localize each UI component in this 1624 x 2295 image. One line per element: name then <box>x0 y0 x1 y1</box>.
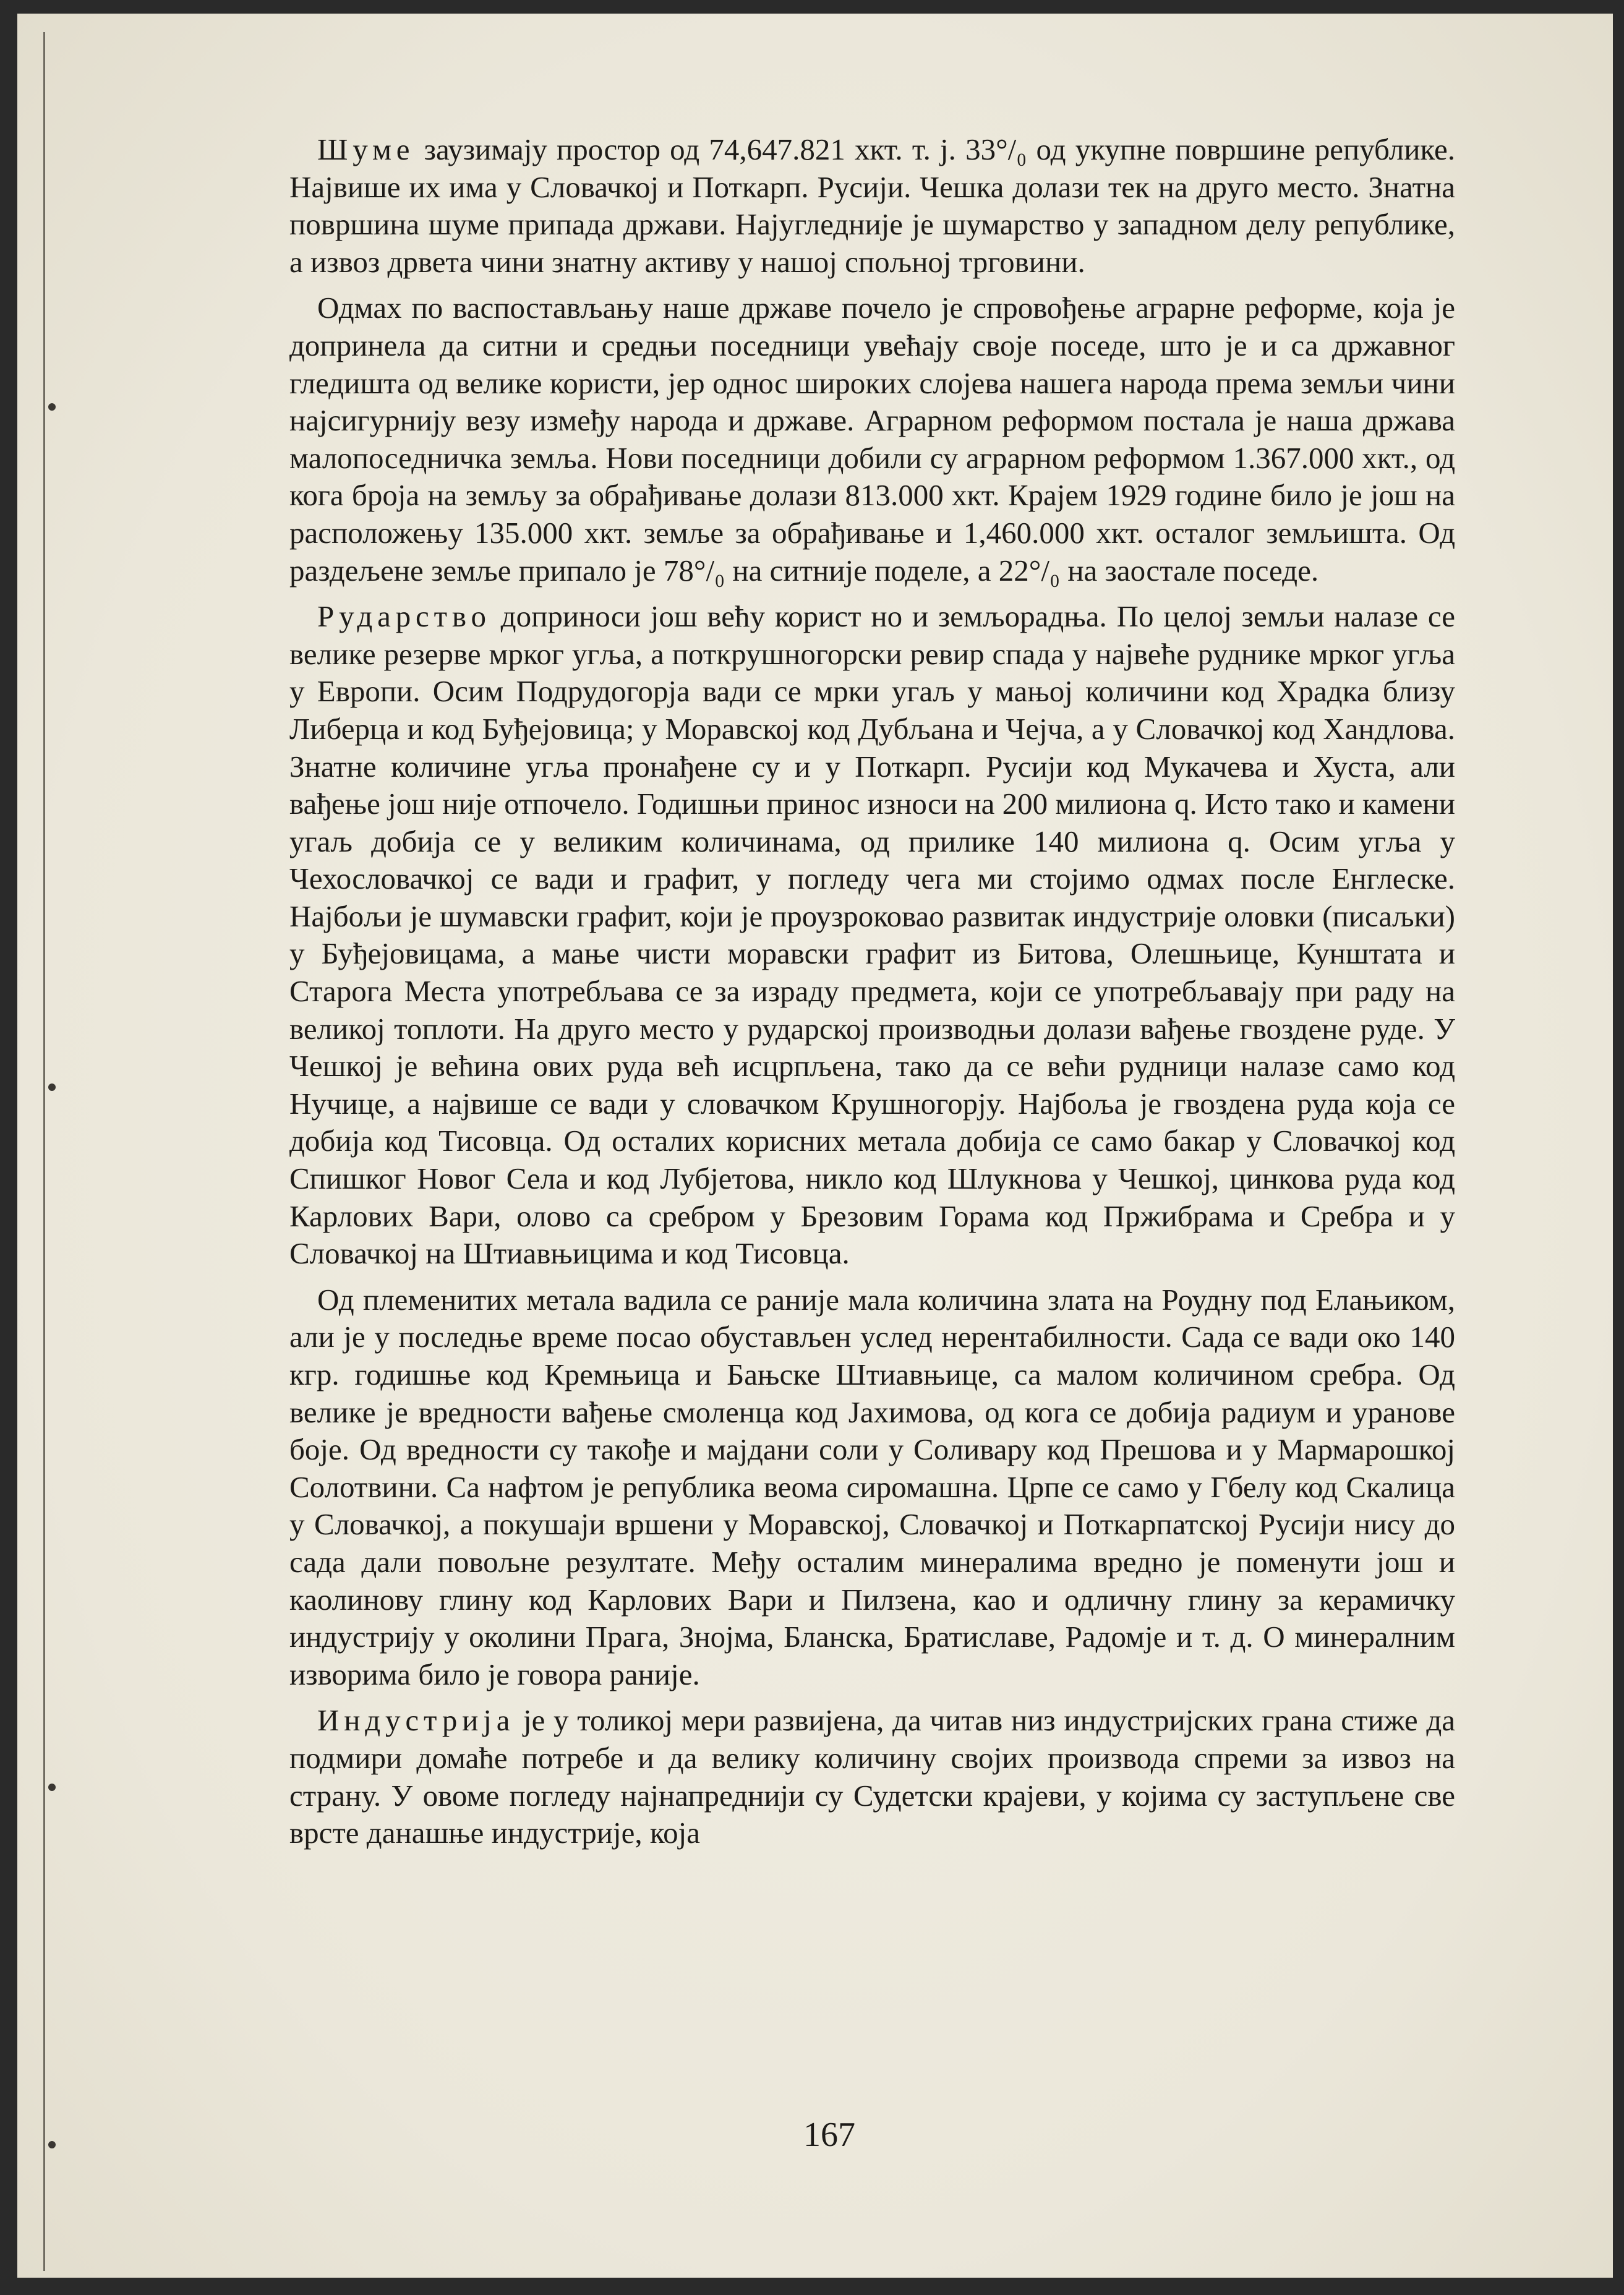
paragraph-lead-word: Рударство <box>317 599 491 634</box>
binding-edge <box>43 32 45 2271</box>
page-paper <box>17 14 1613 2278</box>
paragraph-industry <box>289 1702 1455 1852</box>
binding-hole-1 <box>48 403 56 411</box>
paragraph-text: заузимају простор од 74,647.821 хкт. т. ј. 33°/₀ од укупне површине републике. Највише их има у Словачкој и Поткарп. Русији. Чешка долази тек на друго место. Знатна површина шуме припада држави. Најугледније је шумарство у западном делу републике, а извоз дрвета чини знатну активу у нашој спољној трговини. <box>289 132 1455 279</box>
paragraph-agrarian-reform <box>289 289 1455 589</box>
binding-hole-3 <box>48 1784 56 1791</box>
paragraph-text: је у толикој мери развијена, да читав низ индустријских грана стиже да подмири домаће потребе и да велику количину својих производа спреми за извоз на страну. У овоме погледу најнапреднији су Судетски крајеви, у којима су заступљене све врсте данашње индустрије, која <box>289 1703 1455 1850</box>
paragraph-text: Од племенитих метала вадила се раније мала количина злата на Роудну под Елањиком, али је у последње време посао обустављен услед нерентабилности. Сада се вади око 140 кгр. годишње код Кремњица и Бањске Штиавњице, са малом количином сребра. Од велике је вредности вађење смоленца код Јахимова, од кога се добија радиум и уранове боје. Од вредности су такође и мајдани соли у Соливару код Прешова и у Мармарошкој Солотвини. Са нафтом је република веома сиромашна. Црпе се само у Гбелу код Скалица у Словачкој, а покушаји вршени у Моравској, Словачкој и Поткарпатској Русији нису до сада дали повољне резултате. Међу осталим минералима вредно је поменути још и каолинову глину код Карлових Вари и Пилзена, као и одличну глину за керамичку индустрију у околини Прага, Знојма, Бланска, Братиславе, Радомје и т. д. О минералним изворима било је говора раније. <box>289 1282 1455 1691</box>
paragraph-text: доприноси још већу корист но и земљорадња. По целој земљи налазе се велике резерве мрког угља, а поткрушногорски ревир спада у највеће руднике мрког угља у Европи. Осим Подрудогорја вади се мрки угаљ у мањој количини код Храдка близу Либерца и код Буђејовица; у Моравској код Дубљана и Чејча, а у Словачкој код Хандлова. Знатне количине угља пронађене су и у Поткарп. Русији код Мукачева и Хуста, али вађење још није отпочело. Годишњи принос износи на 200 милиона q. Исто тако и камени угаљ добија се у великим количинама, од прилике 140 милиона q. Осим угља у Чехословачкој се вади и графит, у погледу чега ми стојимо одмах после Енглеске. Најбољи је шумавски графит, који је проузроковао развитак индустрије оловки (писаљки) у Буђејовицама, а мање чисти моравски графит из Битова, Олешњице, Кунштата и Старога Места употребљава се за израду предмета, који се употребљавају при раду на великој топлоти. На друго место у рударској производњи долази вађење гвоздене руде. У Чешкој је већина ових руда већ исцрпљена, тако да се већи рудници налазе само код Нучице, а највише се вади у словачком Крушногорју. Најбоља је гвоздена руда која се добија код Тисовца. Од осталих корисних метала добија се само бакар у Словачкој код Спишког Новог Села и код Лубјетова, никло код Шлукнова у Чешкој, цинкова руда код Карлових Вари, олово са сребром у Брезовим Горама код Пржибрама и Сребра и у Словачкој на Штиавњицима и код Тисовца. <box>289 599 1455 1271</box>
paragraph-precious-metals <box>289 1281 1455 1694</box>
paragraph-text: Одмах по васпостављању наше државе почело је спровођење аграрне реформе, која је допринела да ситни и средњи поседници увећају своје поседе, што је и са државног гледишта од велике користи, јер однос широких слојева нашега народа према земљи чини најсигурнију везу између народа и државе. Аграрном реформом постала је наша држава малопоседничка земља. Нови поседници добили су аграрном реформом 1.367.000 хкт., од кога броја на земљу за обрађивање долази 813.000 хкт. Крајем 1929 године било је још на расположењу 135.000 хкт. земље за обрађивање и 1,460.000 хкт. осталог земљишта. Од раздељене земље припало је 78°/₀ на ситније поделе, а 22°/₀ на заостале поседе. <box>289 291 1455 588</box>
paragraph-lead-word: Индустрија <box>317 1703 515 1738</box>
page-number: 167 <box>803 2116 855 2154</box>
paragraph-mining <box>289 598 1455 1273</box>
binding-hole-2 <box>48 1083 56 1091</box>
paragraph-forests <box>289 131 1455 281</box>
paragraph-lead-word: Шуме <box>317 132 415 166</box>
body-text <box>289 131 1455 1861</box>
